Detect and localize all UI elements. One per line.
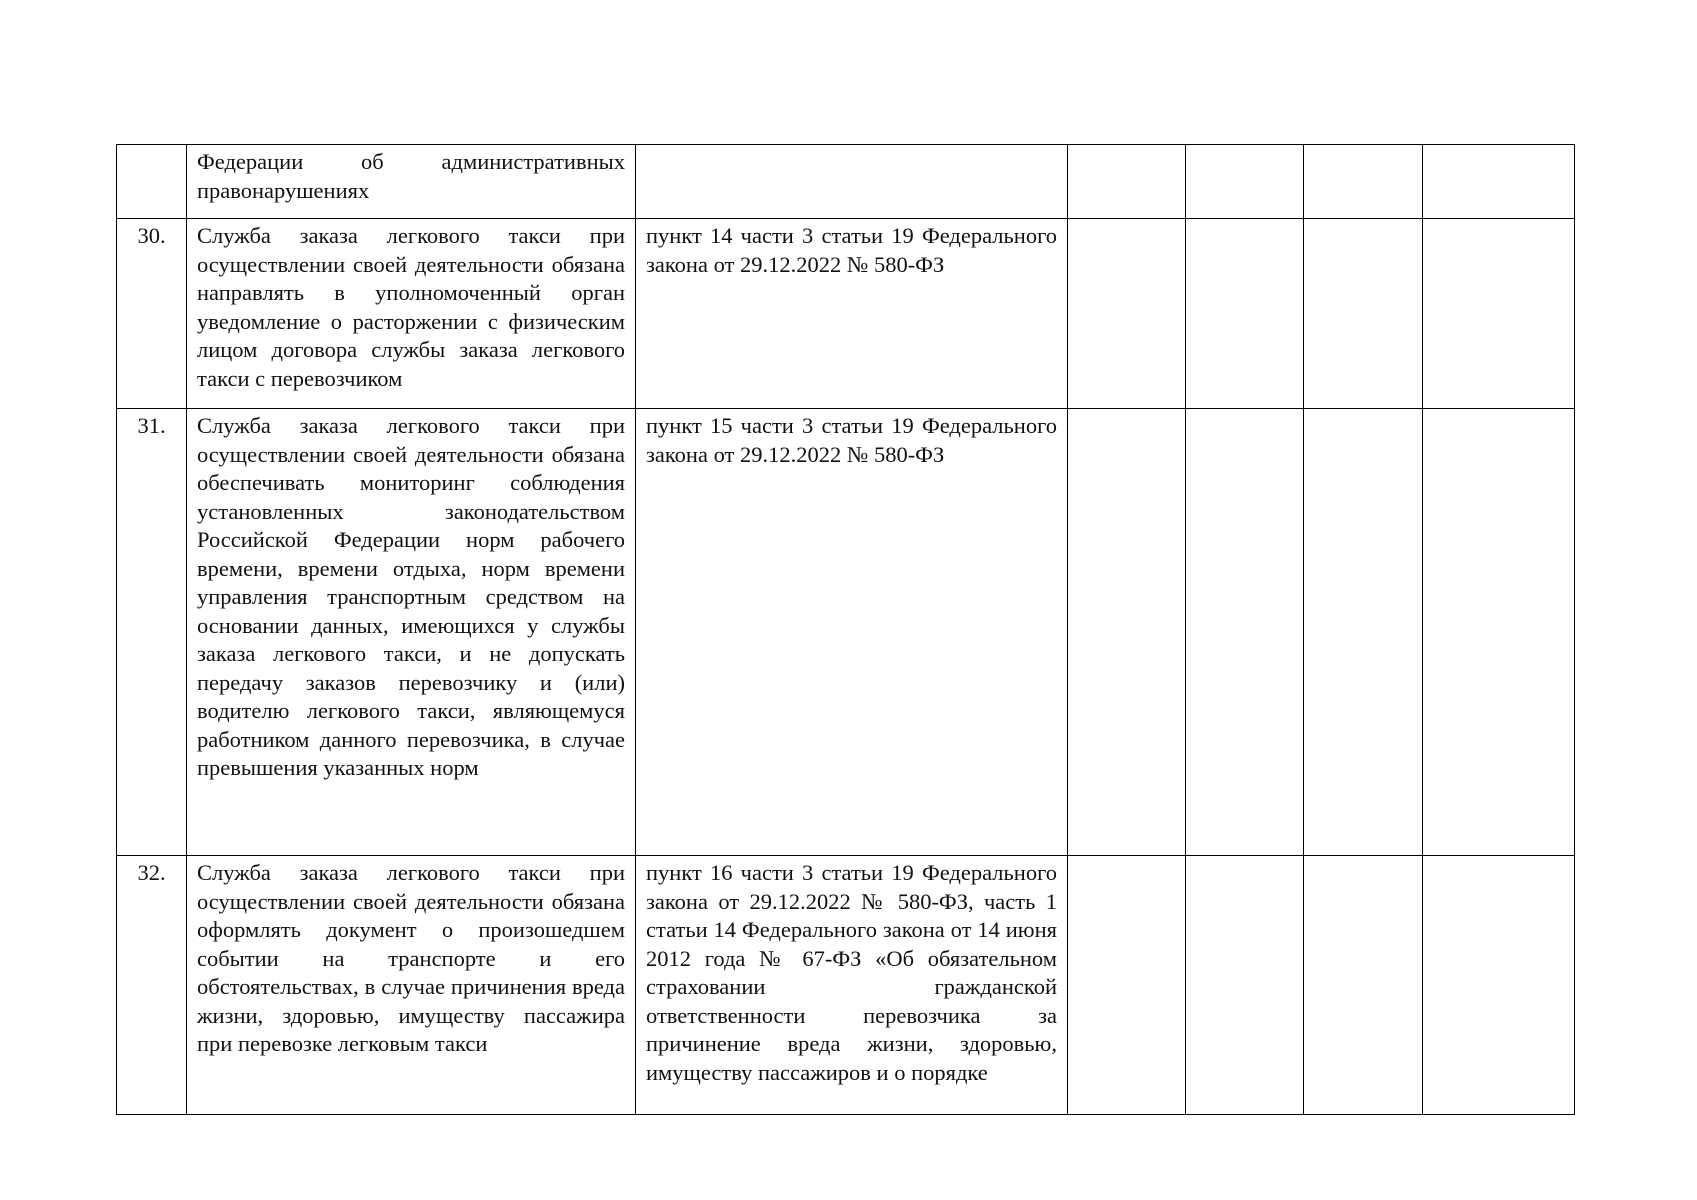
requirement-text: Служба заказа легкового такси при осуществлении своей деятельности обязана оформлять документ о произошедшем событии на транспорте и его обстоятельствах, в случае причинения вреда жизни, здоровью, имуществу пассажира при перевозке легковым такси (187, 856, 636, 1115)
empty-cell (1068, 409, 1186, 856)
empty-cell (1304, 145, 1423, 219)
row-number (117, 145, 187, 219)
legal-reference: пункт 16 части 3 статьи 19 Федерального закона от 29.12.2022 № 580-ФЗ, часть 1 статьи 14 Федерального закона от 14 июня 2012 года № 67-ФЗ «Об обязательном страховании гражданской ответственности перевозчика за причинение вреда жизни, здоровью, имуществу пассажиров и о порядке (646, 860, 1057, 1085)
empty-cell (1304, 856, 1423, 1115)
legal-reference: пункт 14 части 3 статьи 19 Федерального закона от 29.12.2022 № 580-ФЗ (636, 219, 1068, 409)
empty-cell (1304, 219, 1423, 409)
row-number: 30. (117, 219, 187, 409)
empty-cell (1423, 219, 1575, 409)
empty-cell (1304, 409, 1423, 856)
empty-cell (1186, 856, 1304, 1115)
empty-cell (1068, 856, 1186, 1115)
empty-cell (1068, 145, 1186, 219)
empty-cell (1186, 219, 1304, 409)
legal-reference (636, 145, 1068, 219)
empty-cell (1186, 145, 1304, 219)
row-number: 31. (117, 409, 187, 856)
empty-cell (1068, 219, 1186, 409)
table-row (117, 145, 1575, 219)
row-number: 32. (117, 856, 187, 1115)
table-row (117, 856, 1575, 1115)
table-row (117, 219, 1575, 409)
empty-cell (1423, 145, 1575, 219)
table-row (117, 409, 1575, 856)
requirement-text: Федерации об административных правонарушениях (187, 145, 636, 219)
empty-cell (1186, 409, 1304, 856)
requirement-text: Служба заказа легкового такси при осуществлении своей деятельности обязана направлять в уполномоченный орган уведомление о расторжении с физическим лицом договора службы заказа легкового такси с перевозчиком (187, 219, 636, 409)
requirement-text: Служба заказа легкового такси при осуществлении своей деятельности обязана обеспечивать мониторинг соблюдения установленных законодательством Российской Федерации норм рабочего времени, времени отдыха, норм времени управления транспортным средством на основании данных, имеющихся у службы заказа легкового такси, и не допускать передачу заказов перевозчику и (или) водителю легкового такси, являющемуся работником данного перевозчика, в случае превышения указанных норм (187, 409, 636, 856)
empty-cell (1423, 409, 1575, 856)
legal-reference: пункт 15 части 3 статьи 19 Федерального закона от 29.12.2022 № 580-ФЗ (636, 409, 1068, 856)
empty-cell (1423, 856, 1575, 1115)
requirements-table (116, 144, 1575, 1115)
legal-reference-cell (636, 856, 1068, 1115)
